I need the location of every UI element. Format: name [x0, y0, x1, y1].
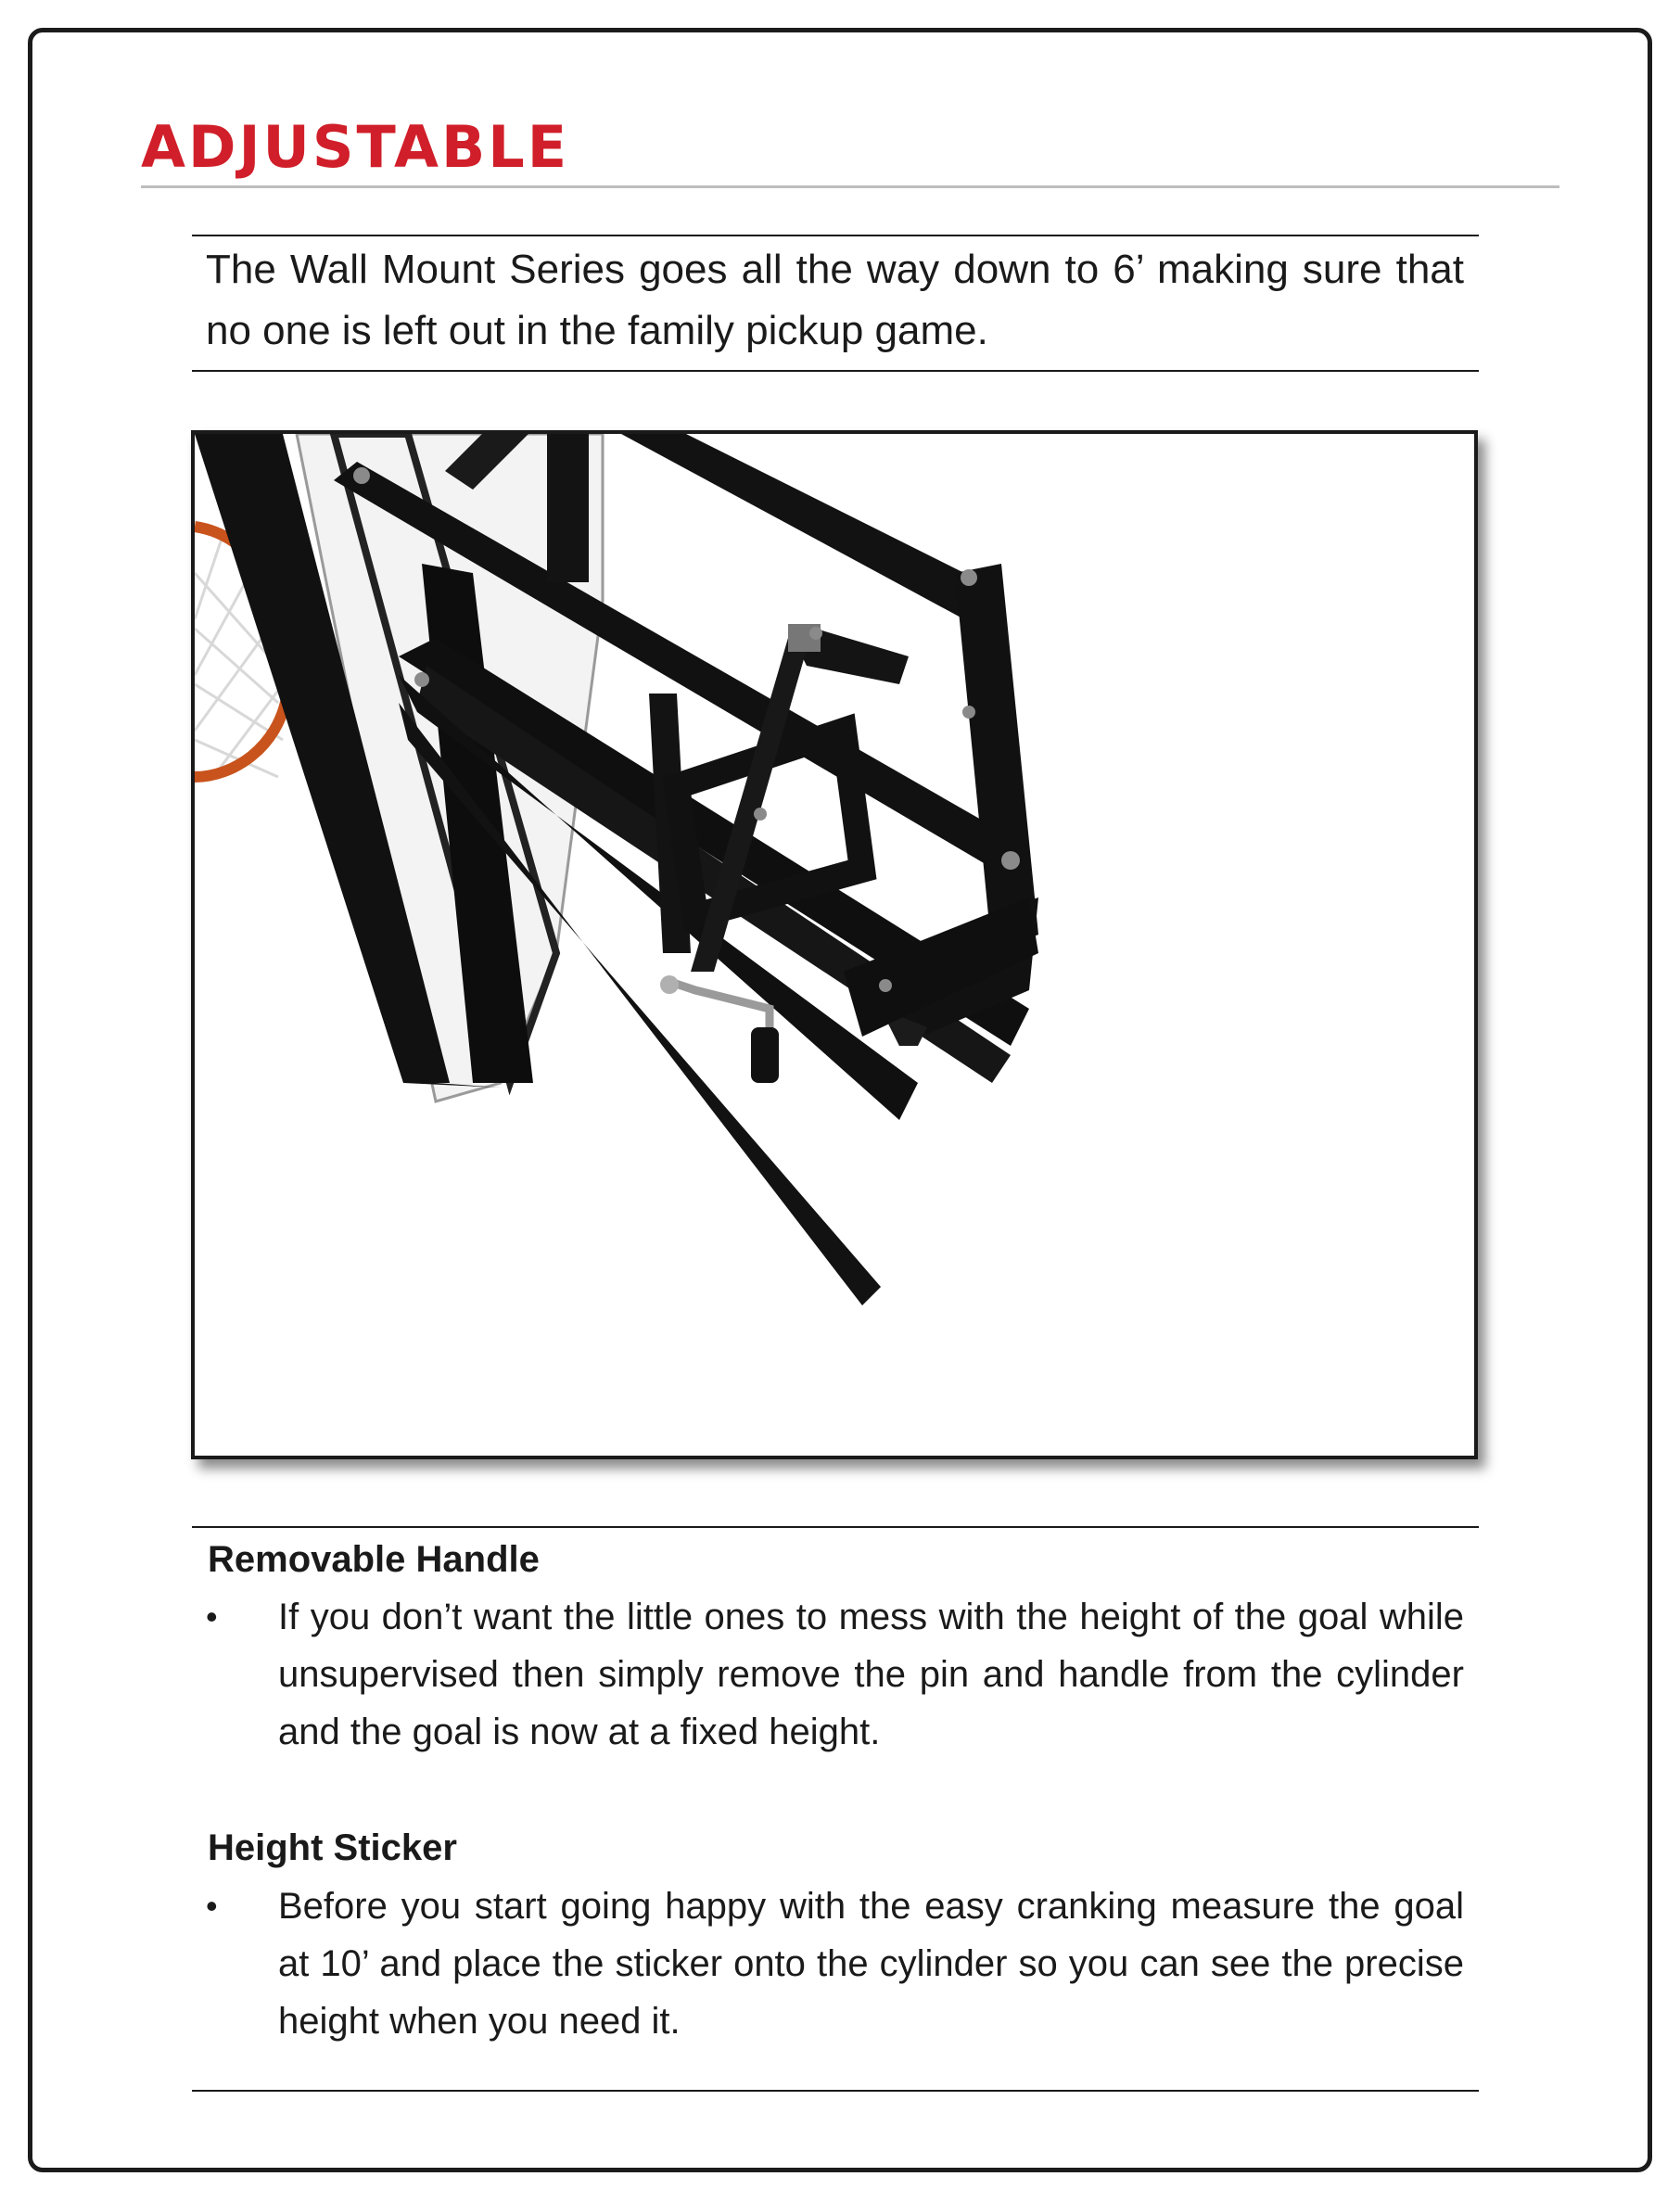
wall-mount-frame-illustration — [195, 434, 1474, 1456]
page-heading: ADJUSTABLE — [141, 113, 570, 181]
height-sticker-title: Height Sticker — [208, 1827, 457, 1868]
intro-text: The Wall Mount Series goes all the way down to 6’ making sure that no one is left out in the family pickup game. — [206, 247, 1464, 353]
bullet-point: • — [206, 1887, 218, 1925]
end-frame-post — [955, 564, 1038, 953]
intro-bottom-rule — [192, 370, 1479, 372]
features-bottom-rule — [192, 2090, 1479, 2092]
features-top-rule — [192, 1526, 1479, 1528]
height-sticker-item — [206, 1877, 1464, 2063]
intro-top-rule — [192, 235, 1479, 236]
heading-underline — [141, 185, 1559, 188]
top-arm — [621, 434, 983, 619]
height-sticker-text: Before you start going happy with the easy cranking measure the goal at 10’ and place the sticker onto the cylinder so you can see the precise height when you need it. — [278, 1886, 1464, 2042]
product-photo — [191, 430, 1478, 1459]
bullet-point: • — [206, 1597, 218, 1636]
removable-handle-title: Removable Handle — [208, 1539, 540, 1580]
removable-handle-item — [206, 1588, 1464, 1774]
removable-handle-text: If you don’t want the little ones to mess with the height of the goal while unsupervised then simply remove the pin and handle from the cylinder and the goal is now at a fixed height. — [278, 1597, 1464, 1752]
